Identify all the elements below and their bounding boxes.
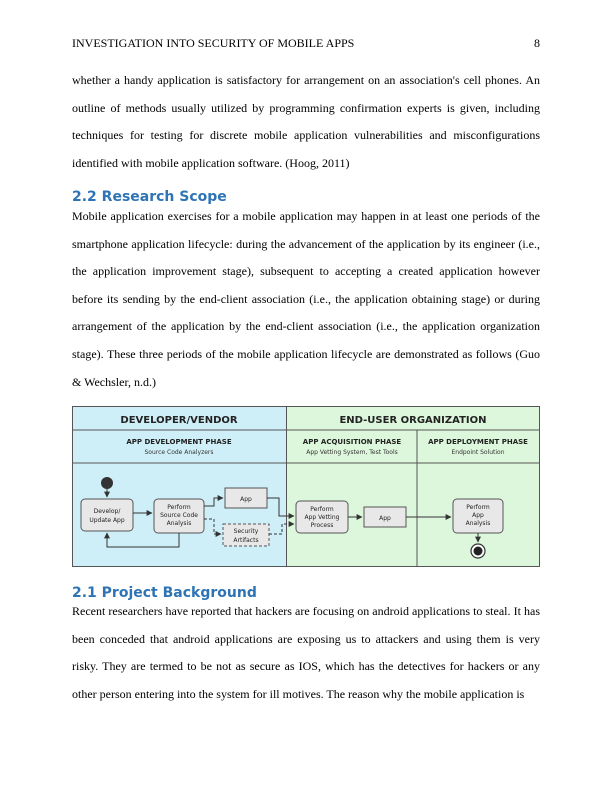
- page-number: 8: [534, 36, 540, 50]
- developer-vendor-label: DEVELOPER/VENDOR: [120, 415, 238, 426]
- phase-dep-title: APP DEPLOYMENT PHASE: [428, 438, 528, 446]
- phase-dep-subtitle: Endpoint Solution: [451, 449, 505, 456]
- paragraph-project-background: Recent researchers have reported that hackers are focusing on android applications to steal. It has been conceded that android applications are exposing us to attackers and using them is very risky. They are termed to be not as secure as IOS, which has the detectives for hackers or any other person entering into the system for ill motives. The reason why the mobile application is: [72, 604, 540, 701]
- running-title: INVESTIGATION INTO SECURITY OF MOBILE APPS: [72, 36, 355, 50]
- start-node: [101, 477, 113, 489]
- svg-text:Security: Security: [233, 528, 259, 535]
- svg-text:Develop/: Develop/: [93, 508, 121, 515]
- lifecycle-figure: [72, 406, 540, 567]
- svg-text:Artifacts: Artifacts: [233, 537, 259, 544]
- heading-research-scope: 2.2 Research Scope: [72, 189, 227, 205]
- svg-text:App: App: [472, 512, 484, 519]
- end-user-organization-label: END-USER ORGANIZATION: [339, 415, 487, 426]
- phase-acq-subtitle: App Vetting System, Test Tools: [306, 449, 398, 456]
- svg-text:App: App: [240, 496, 252, 503]
- svg-text:Source Code: Source Code: [160, 512, 198, 519]
- phase-dev-subtitle: Source Code Analyzers: [144, 449, 214, 456]
- heading-project-background: 2.1 Project Background: [72, 585, 257, 601]
- paragraph-research-scope: Mobile application exercises for a mobile application may happen in at least one periods of the smartphone application lifecycle: during the advancement of the application by its engineer (i.e., the application improvement stage), subsequent to accepting a created application however before its sending by the end-client association (i.e., the application obtaining stage) or during arrangement of the application by the end-client association (i.e., the application organization stage). These three periods of the mobile application lifecycle are demonstrated as follows (Guo & Wechsler, n.d.): [72, 209, 540, 389]
- paragraph-intro: whether a handy application is satisfactory for arrangement on an association's cell phones. An outline of methods usually utilized by programming confirmation experts is given, including techniques for testing for discrete mobile application vulnerabilities and misconfigurations identified with mobile application software. (Hoog, 2011): [72, 73, 540, 170]
- running-header: [72, 36, 540, 51]
- svg-text:Perform: Perform: [466, 504, 490, 511]
- svg-text:Analysis: Analysis: [465, 520, 491, 527]
- svg-text:Process: Process: [310, 522, 334, 529]
- svg-text:Perform: Perform: [310, 506, 334, 513]
- svg-text:Update App: Update App: [89, 517, 125, 524]
- svg-text:App: App: [379, 515, 391, 522]
- svg-text:Analysis: Analysis: [166, 520, 192, 527]
- develop-app-node: [81, 499, 133, 531]
- svg-text:Perform: Perform: [167, 504, 191, 511]
- svg-text:App Vetting: App Vetting: [304, 514, 340, 521]
- phase-dev-title: APP DEVELOPMENT PHASE: [126, 438, 232, 446]
- phase-acq-title: APP ACQUISITION PHASE: [302, 438, 402, 446]
